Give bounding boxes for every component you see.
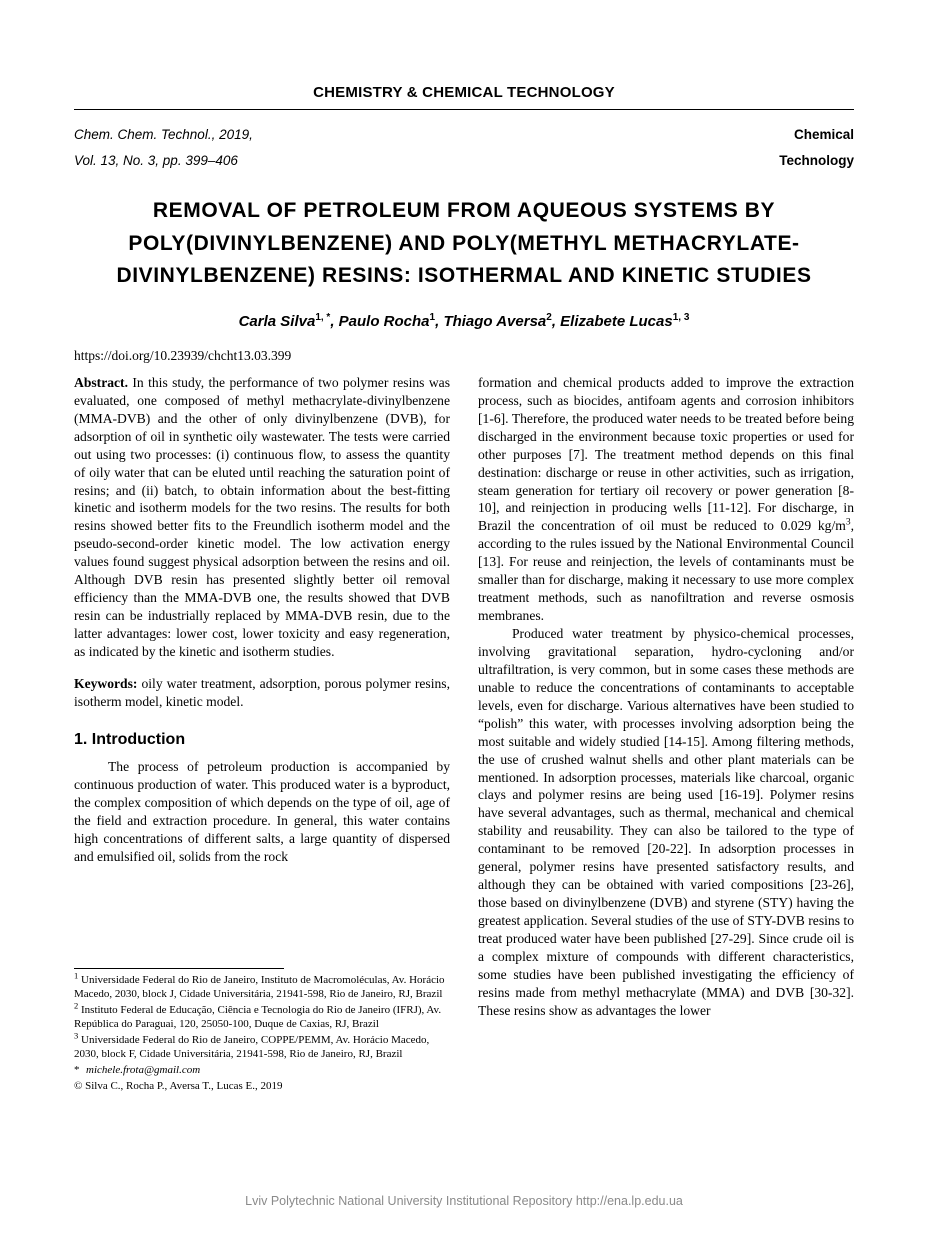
author-1: Carla Silva$^{1, *}$ bbox=[238, 311, 331, 330]
journal-brand-line-2: Technology bbox=[779, 152, 854, 168]
page-title bbox=[74, 195, 854, 293]
left-column bbox=[74, 374, 450, 1096]
journal-header: CHEMISTRY & CHEMICAL TECHNOLOGY bbox=[313, 84, 615, 101]
author-sep-3: , bbox=[551, 312, 561, 330]
footnote-3: $^3$ Universidade Federal do Rio de Janeiro, COPPE/PEMM, Av. Horácio Macedo, 2030, block F, Cidade Universitária, 21941-598, Rio de Janeiro, RJ, Brazil bbox=[74, 1030, 430, 1061]
asterisk-icon: * bbox=[74, 1064, 80, 1077]
abstract-label: Abstract. bbox=[74, 374, 128, 390]
title-line-2: POLY(DIVINYLBENZENE) AND POLY(METHYL METHACRYLATE- bbox=[128, 231, 800, 255]
intro-paragraph-1: The process of petroleum production is accompanied by continuous production of water. This produced water is a byproduct, the complex composition of which depends on the type of oil, age of the field and extraction procedure. In general, this water contains high concentrations of different salts, a large quantity of dispersed and emulsified oil, solids from the rock bbox=[74, 758, 450, 864]
author-sep-1: , bbox=[330, 312, 339, 330]
title-line-1: REMOVAL OF PETROLEUM FROM AQUEOUS SYSTEMS BY bbox=[152, 199, 776, 223]
footnote-email-text: michele.frota@gmail.com bbox=[86, 1064, 201, 1077]
journal-brand-line-1: Chemical bbox=[793, 127, 854, 142]
citation-line-1: Chem. Chem. Technol., 2019, bbox=[74, 127, 253, 142]
abstract-text: In this study, the performance of two polymer resins was evaluated, one composed of methyl methacrylate-divinylbenzene (MMA-DVB) and the other of only divinylbenzene (DVB), for adsorption of oil in synthetic oily wastewater. The tests were carried out using two processes: (i) continuous flow, to assess the quantity of oily water that can be eluted until reaching the saturation point of resins; and (ii) batch, to obtain information about the best-fitting kinetic and isotherm models for the two resins. The results for both resins showed better fits to the Freundlich isotherm model and the pseudo-second-order kinetic model. The low activation energy values found suggest physical adsorption between the resins and oil. Although DVB resin has presented slightly better oil removal efficiency than the MMA-DVB one, the results showed that DVB resin can be industrially replaced by MMA-DVB resin, due to the latter advantages: lower cost, lower toxicity and easy regeneration, as indicated by the kinetic and isotherm studies. bbox=[74, 374, 450, 659]
footnote-2-text: Instituto Federal de Educação, Ciência e Tecnologia do Rio de Janeiro (IFRJ), Av. República do Paraguai, 120, 25050-100, Duque de Caxias, RJ, Brazil bbox=[74, 1004, 442, 1031]
keywords-paragraph bbox=[74, 675, 450, 711]
citation-line-2: Vol. 13, No. 3, pp. 399–406 bbox=[74, 152, 238, 168]
footnote-area bbox=[74, 968, 450, 1096]
footnote-1-text: Universidade Federal do Rio de Janeiro, Instituto de Macromoléculas, Av. Horácio Macedo, 2030, block J, Cidade Universitária, 21941-598, Rio de Janeiro, RJ, Brazil bbox=[74, 973, 445, 1000]
author-list bbox=[74, 313, 854, 330]
section-heading-introduction: 1. Introduction bbox=[74, 730, 186, 748]
repository-footer: Lviv Polytechnic National University Institutional Repository http://ena.lp.edu.ua bbox=[245, 1194, 683, 1208]
footnote-divider bbox=[74, 968, 284, 969]
footnote-1: $^1$ Universidade Federal do Rio de Janeiro, Instituto de Macromoléculas, Av. Horácio Macedo, 2030, block J, Cidade Universitária, 21941-598, Rio de Janeiro, RJ, Brazil bbox=[74, 970, 445, 1000]
copyright-notice: © Silva C., Rocha P., Aversa T., Lucas E., 2019 bbox=[74, 1080, 283, 1093]
author-2: Paulo Rocha$^1$ bbox=[338, 311, 436, 330]
keywords-label: Keywords: bbox=[74, 675, 138, 691]
author-sep-2: , bbox=[435, 312, 444, 330]
abstract-paragraph bbox=[74, 374, 450, 661]
right-column bbox=[478, 374, 854, 1096]
author-4: Elizabete Lucas$^{1, 3}$ bbox=[560, 311, 690, 330]
title-line-3: DIVINYLBENZENE) RESINS: ISOTHERMAL AND KINETIC STUDIES bbox=[116, 264, 812, 288]
footnote-email[interactable] bbox=[74, 1063, 450, 1077]
keywords-text: oily water treatment, adsorption, porous polymer resins, isotherm model, kinetic model. bbox=[74, 675, 450, 709]
doi-link[interactable]: https://doi.org/10.23939/chcht13.03.399 bbox=[74, 347, 292, 363]
author-3: Thiago Aversa$^2$ bbox=[443, 311, 552, 330]
body-columns bbox=[74, 374, 854, 1096]
right-paragraph-2: Produced water treatment by physico-chemical processes, involving gravitational separation, hydro-cycloning and/or ultrafiltration, is very common, but in some cases these methods are unable to reduce the concentrations of contaminants to acceptable levels, even for discharge. Various alternatives have been studied to “polish” this water, with processes involving adsorption being the most suitable and widely studied [14-15]. Among filtering methods, the use of crushed walnut shells and other plant materials can be mentioned. In adsorption processes, materials like charcoal, organic clays and polymer resins are being used [16-19]. Polymer resins have several advantages, such as thermal, mechanical and chemical stability and reusability. They can also be tailored to the type of contaminant to be removed [20-22]. In adsorption processes in general, polymer resins have presented satisfactory results, and although they can be obtained with varied compositions [23-26], those based on divinylbenzene (DVB) and styrene (STY) having the greatest application. Several studies of the use of STY-DVB resins to treat produced water have been published [27-29]. Since crude oil is a complex mixture of compounds with different characteristics, some studies have been published investigating the efficiency of resins made from methyl methacrylate (MMA) and DVB [30-32]. These resins show as advantages the lower bbox=[478, 626, 854, 1018]
issue-line-1 bbox=[74, 122, 854, 148]
right-paragraph-1: formation and chemical products added to improve the extraction process, such as biocides, antifoam agents and corrosion inhibitors [1-6]. Therefore, the produced water needs to be treated before being discharged in the environment because toxic properties or used for other purposes [7]. The treatment method depends on this final destination: discharge or reuse in other activities, such as irrigation, steam generation for tertiary oil recovery or power generation [8-10], and reinjection in producing wells [11-12]. For discharge, in Brazil the concentration of oil must be reduced to 0.029 $kg/m^3$, according to the rules issued by the National Environmental Council [13]. For reuse and reinjection, the levels of contaminants must be smaller than for discharge, making it necessary to use more complex treatment methods, such as nanofiltration and reverse osmosis membranes. bbox=[478, 374, 854, 624]
footnote-3-text: Universidade Federal do Rio de Janeiro, COPPE/PEMM, Av. Horácio Macedo, 2030, block F, Cidade Universitária, 21941-598, Rio de Janeiro, RJ, Brazil bbox=[74, 1034, 430, 1061]
issue-line-2 bbox=[74, 148, 854, 174]
header-divider bbox=[74, 109, 854, 110]
footnote-2: $^2$ Instituto Federal de Educação, Ciência e Tecnologia do Rio de Janeiro (IFRJ), Av. República do Paraguai, 120, 25050-100, Duque de Caxias, RJ, Brazil bbox=[74, 1000, 442, 1031]
